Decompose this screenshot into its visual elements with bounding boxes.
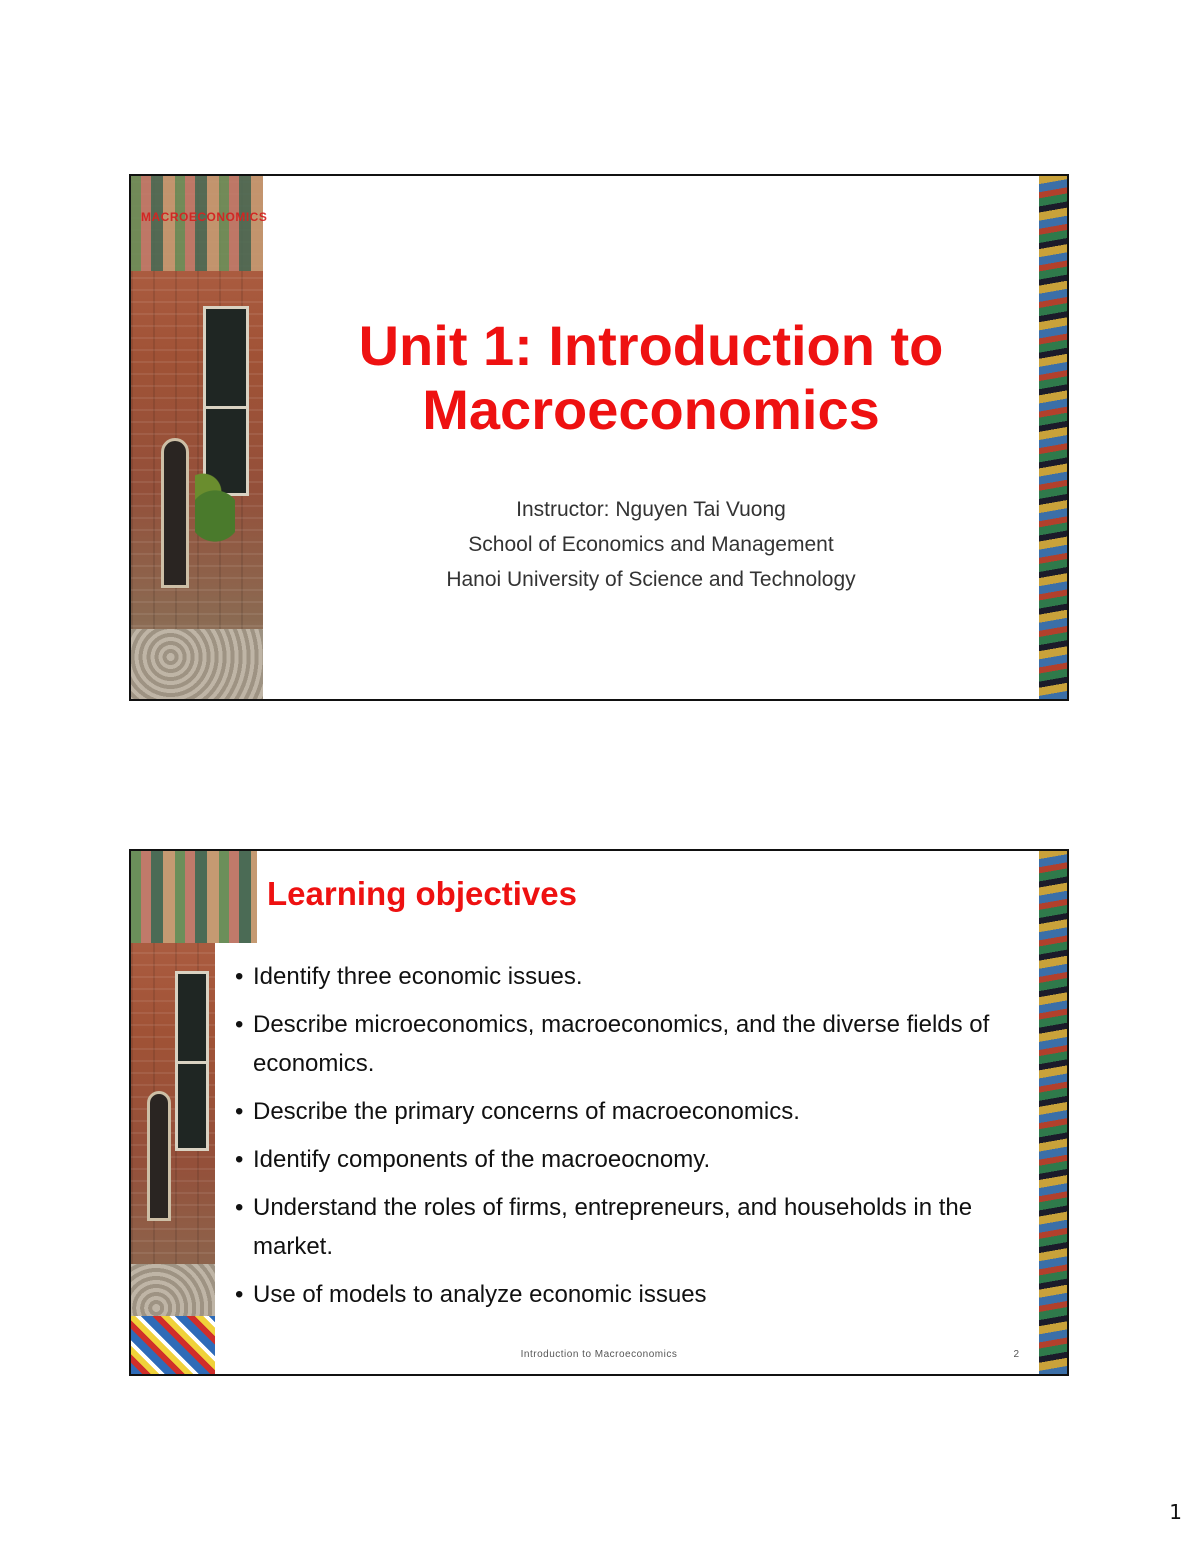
title-line-2: Macroeconomics bbox=[422, 378, 880, 441]
bullet-text: Understand the roles of firms, entrepreneurs, and households in the market. bbox=[253, 1194, 973, 1260]
page-number: 1 bbox=[1169, 1500, 1182, 1524]
bullet-text: Identify three economic issues. bbox=[253, 963, 583, 990]
mosaic-strip-image bbox=[1039, 851, 1067, 1374]
bullet-text: Describe microeconomics, macroeconomics, and the diverse fields of economics. bbox=[253, 1011, 990, 1077]
bullet-text: Identify components of the macroeocnomy. bbox=[253, 1146, 711, 1173]
title-line-1: Unit 1: Introduction to bbox=[358, 314, 944, 377]
objectives-list bbox=[235, 957, 1035, 1323]
bullet-text: Use of models to analyze economic issues bbox=[253, 1281, 707, 1308]
door-image bbox=[161, 438, 189, 588]
list-item: • Describe microeconomics, macroeconomics, and the diverse fields of economics. bbox=[235, 1011, 990, 1077]
bullet-text: Describe the primary concerns of macroeconomics. bbox=[253, 1098, 800, 1125]
comic-collage-image bbox=[131, 1316, 215, 1374]
window-image bbox=[175, 1061, 209, 1151]
slide-heading: Learning objectives bbox=[267, 875, 577, 912]
slide-learning-objectives bbox=[129, 849, 1069, 1376]
list-item: • Use of models to analyze economic issues bbox=[235, 1281, 707, 1308]
slide-number: 2 bbox=[1013, 1349, 1019, 1360]
window-image bbox=[203, 306, 249, 416]
slide-title-heading bbox=[263, 314, 1039, 442]
word-collage-image bbox=[131, 176, 268, 271]
mosaic-strip-image bbox=[1039, 176, 1067, 699]
brick-building-photo bbox=[131, 176, 268, 699]
word-collage-image bbox=[131, 851, 257, 943]
list-item: • Understand the roles of firms, entrepreneurs, and households in the market. bbox=[235, 1194, 973, 1260]
list-item: • Identify components of the macroeocnomy. bbox=[235, 1146, 711, 1173]
cobblestone-image bbox=[131, 629, 263, 699]
collage-word: MACROECONOMICS bbox=[141, 210, 268, 224]
door-image bbox=[147, 1091, 171, 1221]
slide-footer: Introduction to Macroeconomics bbox=[520, 1349, 678, 1360]
list-item: • Identify three economic issues. bbox=[235, 963, 583, 990]
list-item: • Describe the primary concerns of macroeconomics. bbox=[235, 1098, 800, 1125]
school-text: School of Economics and Management bbox=[468, 533, 834, 556]
university-text: Hanoi University of Science and Technology bbox=[446, 568, 856, 591]
slide-title bbox=[129, 174, 1069, 701]
instructor-text: Instructor: Nguyen Tai Vuong bbox=[516, 498, 786, 521]
window-image bbox=[175, 971, 209, 1071]
plants-image bbox=[195, 456, 235, 576]
